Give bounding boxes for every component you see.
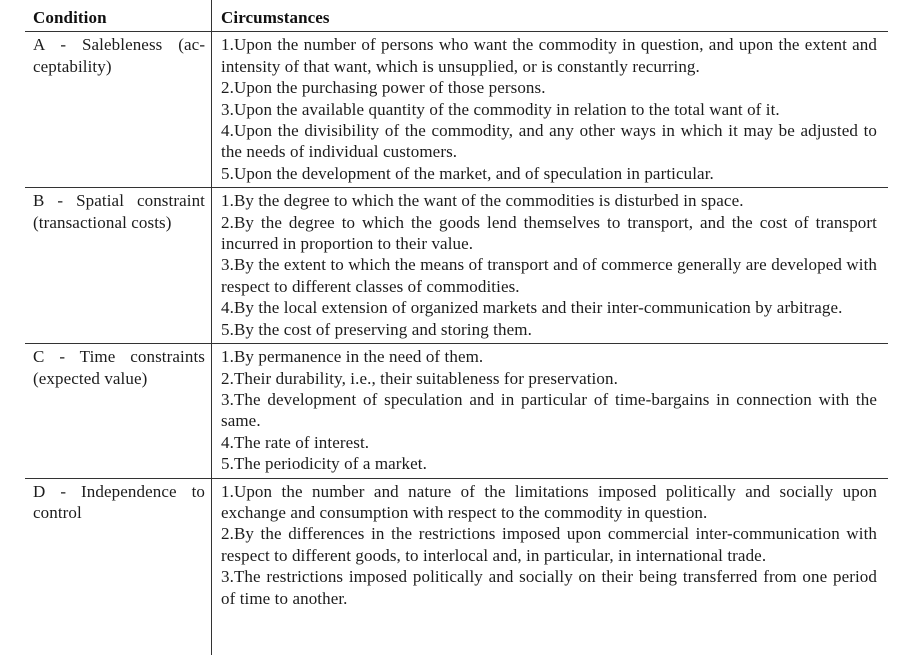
- condition-label: A - Salebleness (acceptability): [33, 35, 205, 76]
- table-body: [25, 31, 888, 612]
- circumstances-cell: [211, 32, 888, 187]
- circumstance-item: 3.Upon the available quantity of the commodity in relation to the total want of it.: [221, 99, 780, 119]
- condition-cell: [25, 344, 211, 477]
- condition-cell: [25, 32, 211, 187]
- circumstance-item: 5.The periodicity of a market.: [221, 454, 427, 474]
- condition-circumstances-table: [25, 0, 888, 612]
- circumstance-item: 2.Their durability, i.e., their suitableness for preservation.: [221, 368, 618, 388]
- circumstance-item: 1.By the degree to which the want of the commodities is disturbed in space.: [221, 191, 744, 211]
- column-header-condition: Condition: [33, 8, 107, 27]
- table-header-row: [25, 0, 888, 31]
- circumstance-item: 2.Upon the purchasing power of those persons.: [221, 78, 546, 98]
- circumstance-item: 1.By permanence in the need of them.: [221, 347, 484, 367]
- condition-cell: [25, 188, 211, 343]
- circumstance-item: 4.By the local extension of organized markets and their inter-communication by arbitrage.: [221, 298, 843, 318]
- condition-label: C - Time constraints (expected value): [33, 347, 205, 388]
- column-divider-rule: [211, 0, 212, 655]
- circumstance-item: 1.Upon the number and nature of the limitations imposed politically and socially upon exchange and consumption with respect to the commodity in question.: [221, 481, 877, 522]
- circumstance-item: 2.By the differences in the restrictions imposed upon commercial inter-communication with respect to different goods, to interlocal and, in particular, in international trade.: [221, 524, 877, 565]
- circumstance-item: 5.Upon the development of the market, and of speculation in particular.: [221, 163, 714, 183]
- condition-cell: [25, 479, 211, 612]
- circumstance-item: 2.By the degree to which the goods lend themselves to transport, and the cost of transport incurred in proportion to their value.: [221, 212, 877, 254]
- column-header-circumstances: Circumstances: [221, 8, 330, 27]
- circumstance-item: 3.The development of speculation and in particular of time-bargains in connection with the same.: [221, 389, 877, 431]
- condition-label: D - Independence to control: [33, 481, 205, 522]
- condition-label: B - Spatial constraint (transactional costs): [33, 191, 205, 232]
- table-row: [25, 478, 888, 612]
- circumstance-item: 4.Upon the divisibility of the commodity, and any other ways in which it may be adjusted to the needs of individual customers.: [221, 121, 877, 162]
- circumstance-item: 1.Upon the number of persons who want the commodity in question, and upon the extent and intensity of that want, which is unsupplied, or is constantly recurring.: [221, 35, 877, 76]
- circumstance-item: 5.By the cost of preserving and storing them.: [221, 319, 532, 339]
- circumstances-cell: [211, 479, 888, 612]
- circumstance-item: 4.The rate of interest.: [221, 432, 370, 452]
- table-row: [25, 31, 888, 187]
- table-row: [25, 187, 888, 343]
- table-row: [25, 343, 888, 477]
- circumstances-cell: [211, 188, 888, 343]
- circumstance-item: 3.The restrictions imposed politically and socially on their being transferred from one period of time to another.: [221, 567, 877, 608]
- circumstance-item: 3.By the extent to which the means of transport and of commerce generally are developed with respect to different classes of commodities.: [221, 255, 877, 296]
- circumstances-cell: [211, 344, 888, 477]
